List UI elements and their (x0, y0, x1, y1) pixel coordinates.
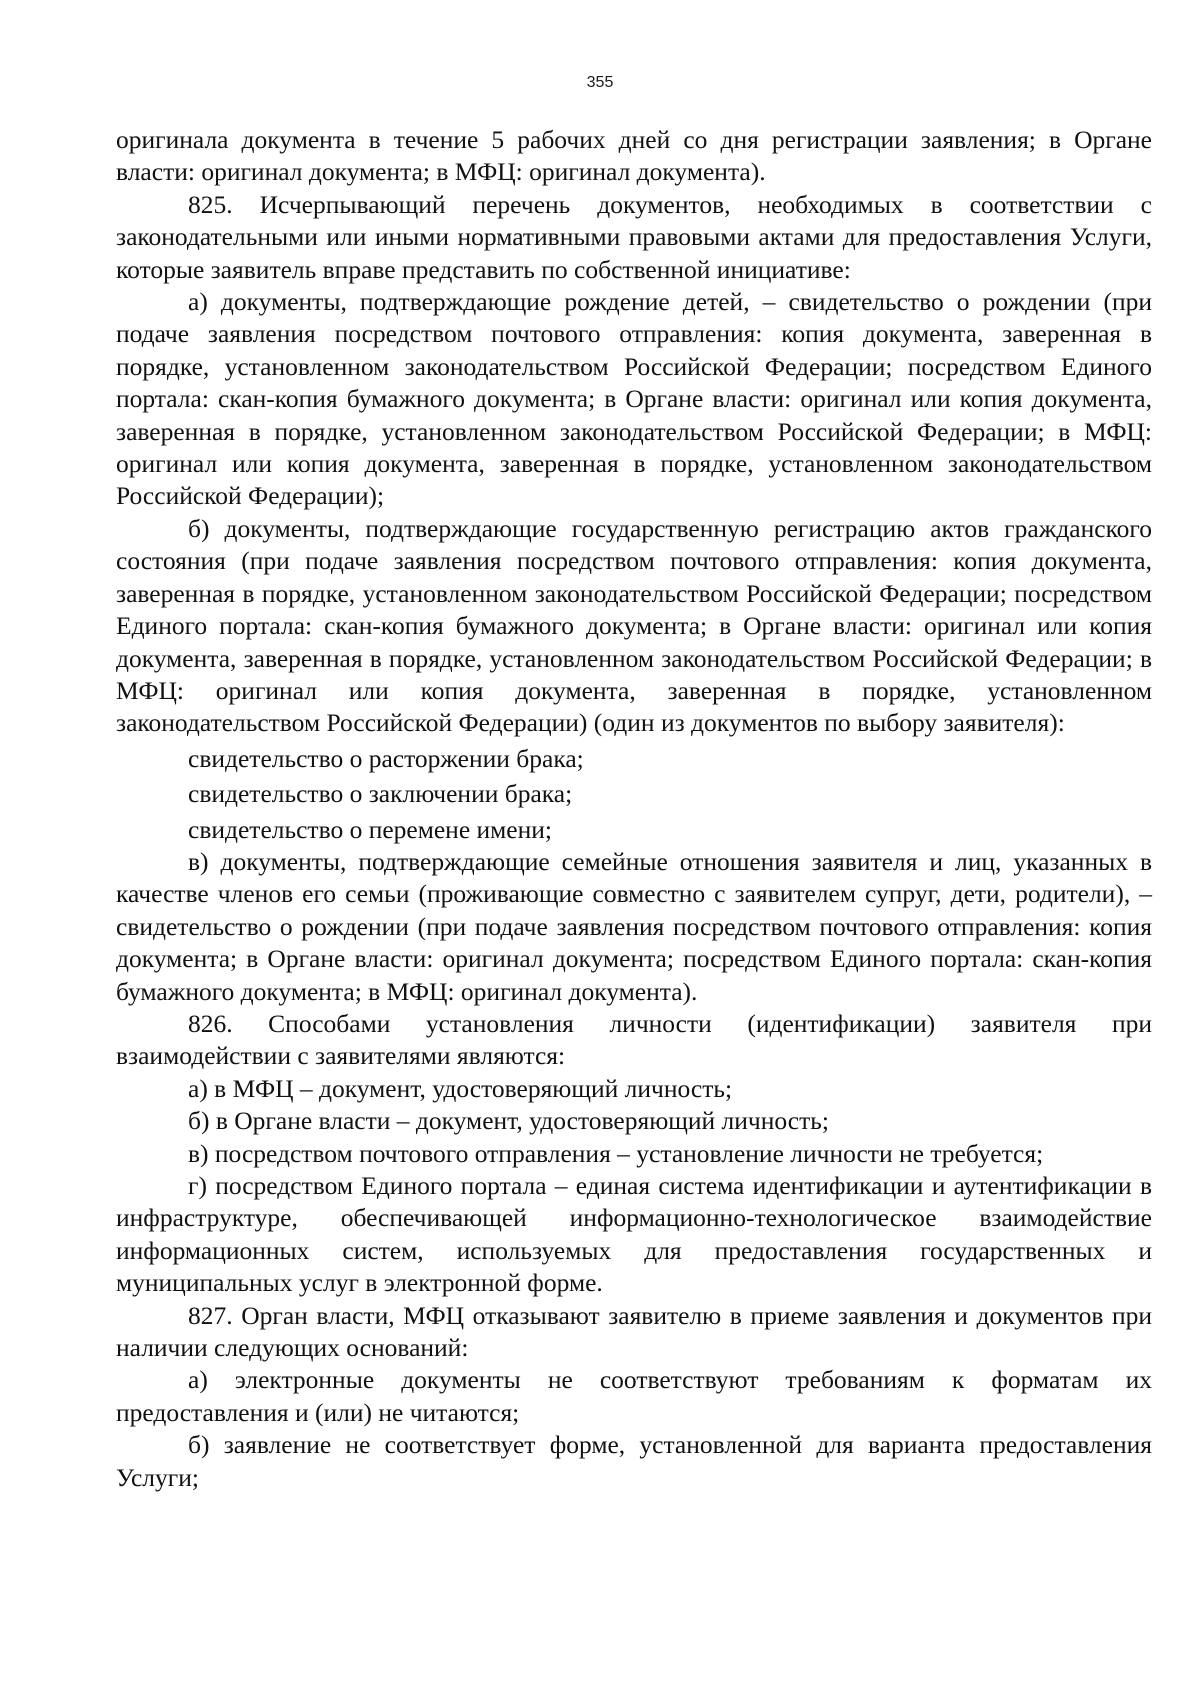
paragraph-825-a: а) документы, подтверждающие рождение детей, – свидетельство о рождении (при подаче заявления посредством почтового отправления: копия документа, заверенная в порядке, установленном законодательством Российской Федерации; посредством Единого портала: скан-копия бумажного документа; в Органе власти: оригинал или копия документа, заверенная в порядке, установленном законодательством Российской Федерации; в МФЦ: оригинал или копия документа, заверенная в порядке, установленном законодательством Российской Федерации); (116, 287, 1152, 511)
paragraph-827-a: а) электронные документы не соответствуют требованиям к форматам их предоставления и (или) не читаются; (116, 1365, 1152, 1427)
paragraph-826-g: г) посредством Единого портала – единая система идентификации и аутентификации в инфраструктуре, обеспечивающей информационно-технологическое взаимодействие информационных систем, используемых для предоставления государственных и муниципальных услуг в электронной форме. (116, 1171, 1152, 1298)
paragraph-continuation: оригинала документа в течение 5 рабочих дней со дня регистрации заявления; в Органе власти: оригинал документа; в МФЦ: оригинал документа). (116, 125, 1152, 187)
paragraph-825: 825. Исчерпывающий перечень документов, необходимых в соответствии с законодательными или иными нормативными правовыми актами для предоставления Услуги, которые заявитель вправе представить по собственной инициативе: (116, 189, 1152, 284)
list-item: свидетельство о расторжении брака; (188, 743, 584, 773)
document-body (116, 124, 1152, 1494)
list-item: свидетельство о перемене имени; (188, 814, 552, 844)
list-item: свидетельство о заключении брака; (188, 779, 573, 809)
paragraph-827: 827. Орган власти, МФЦ отказывают заявителю в приеме заявления и документов при наличии следующих оснований: (116, 1300, 1152, 1363)
paragraph-827-b: б) заявление не соответствует форме, установленной для варианта предоставления Услуги; (116, 1430, 1152, 1492)
paragraph-826-v: в) посредством почтового отправления – установление личности не требуется; (188, 1138, 1044, 1168)
paragraph-825-b: б) документы, подтверждающие государственную регистрацию актов гражданского состояния (при подаче заявления посредством почтового отправления: копия документа, заверенная в порядке, установленном законодательством Российской Федерации; посредством Единого портала: скан-копия бумажного документа; в Органе власти: оригинал или копия документа, заверенная в порядке, установленном законодательством Российской Федерации; в МФЦ: оригинал или копия документа, заверенная в порядке, установленном законодательством Российской Федерации) (один из документов по выбору заявителя): (116, 513, 1152, 738)
paragraph-826-b: б) в Органе власти – документ, удостоверяющий личность; (188, 1106, 829, 1136)
paragraph-826-a: а) в МФЦ – документ, удостоверяющий личность; (188, 1073, 733, 1103)
paragraph-826: 826. Способами установления личности (идентификации) заявителя при взаимодействии с заявителями являются: (116, 1008, 1152, 1071)
paragraph-825-v: в) документы, подтверждающие семейные отношения заявителя и лиц, указанных в качестве членов его семьи (проживающие совместно с заявителем супруг, дети, родители), – свидетельство о рождении (при подаче заявления посредством почтового отправления: копия документа; в Органе власти: оригинал документа; посредством Единого портала: скан-копия бумажного документа; в МФЦ: оригинал документа). (116, 846, 1152, 1006)
page-number: 355 (586, 74, 614, 91)
